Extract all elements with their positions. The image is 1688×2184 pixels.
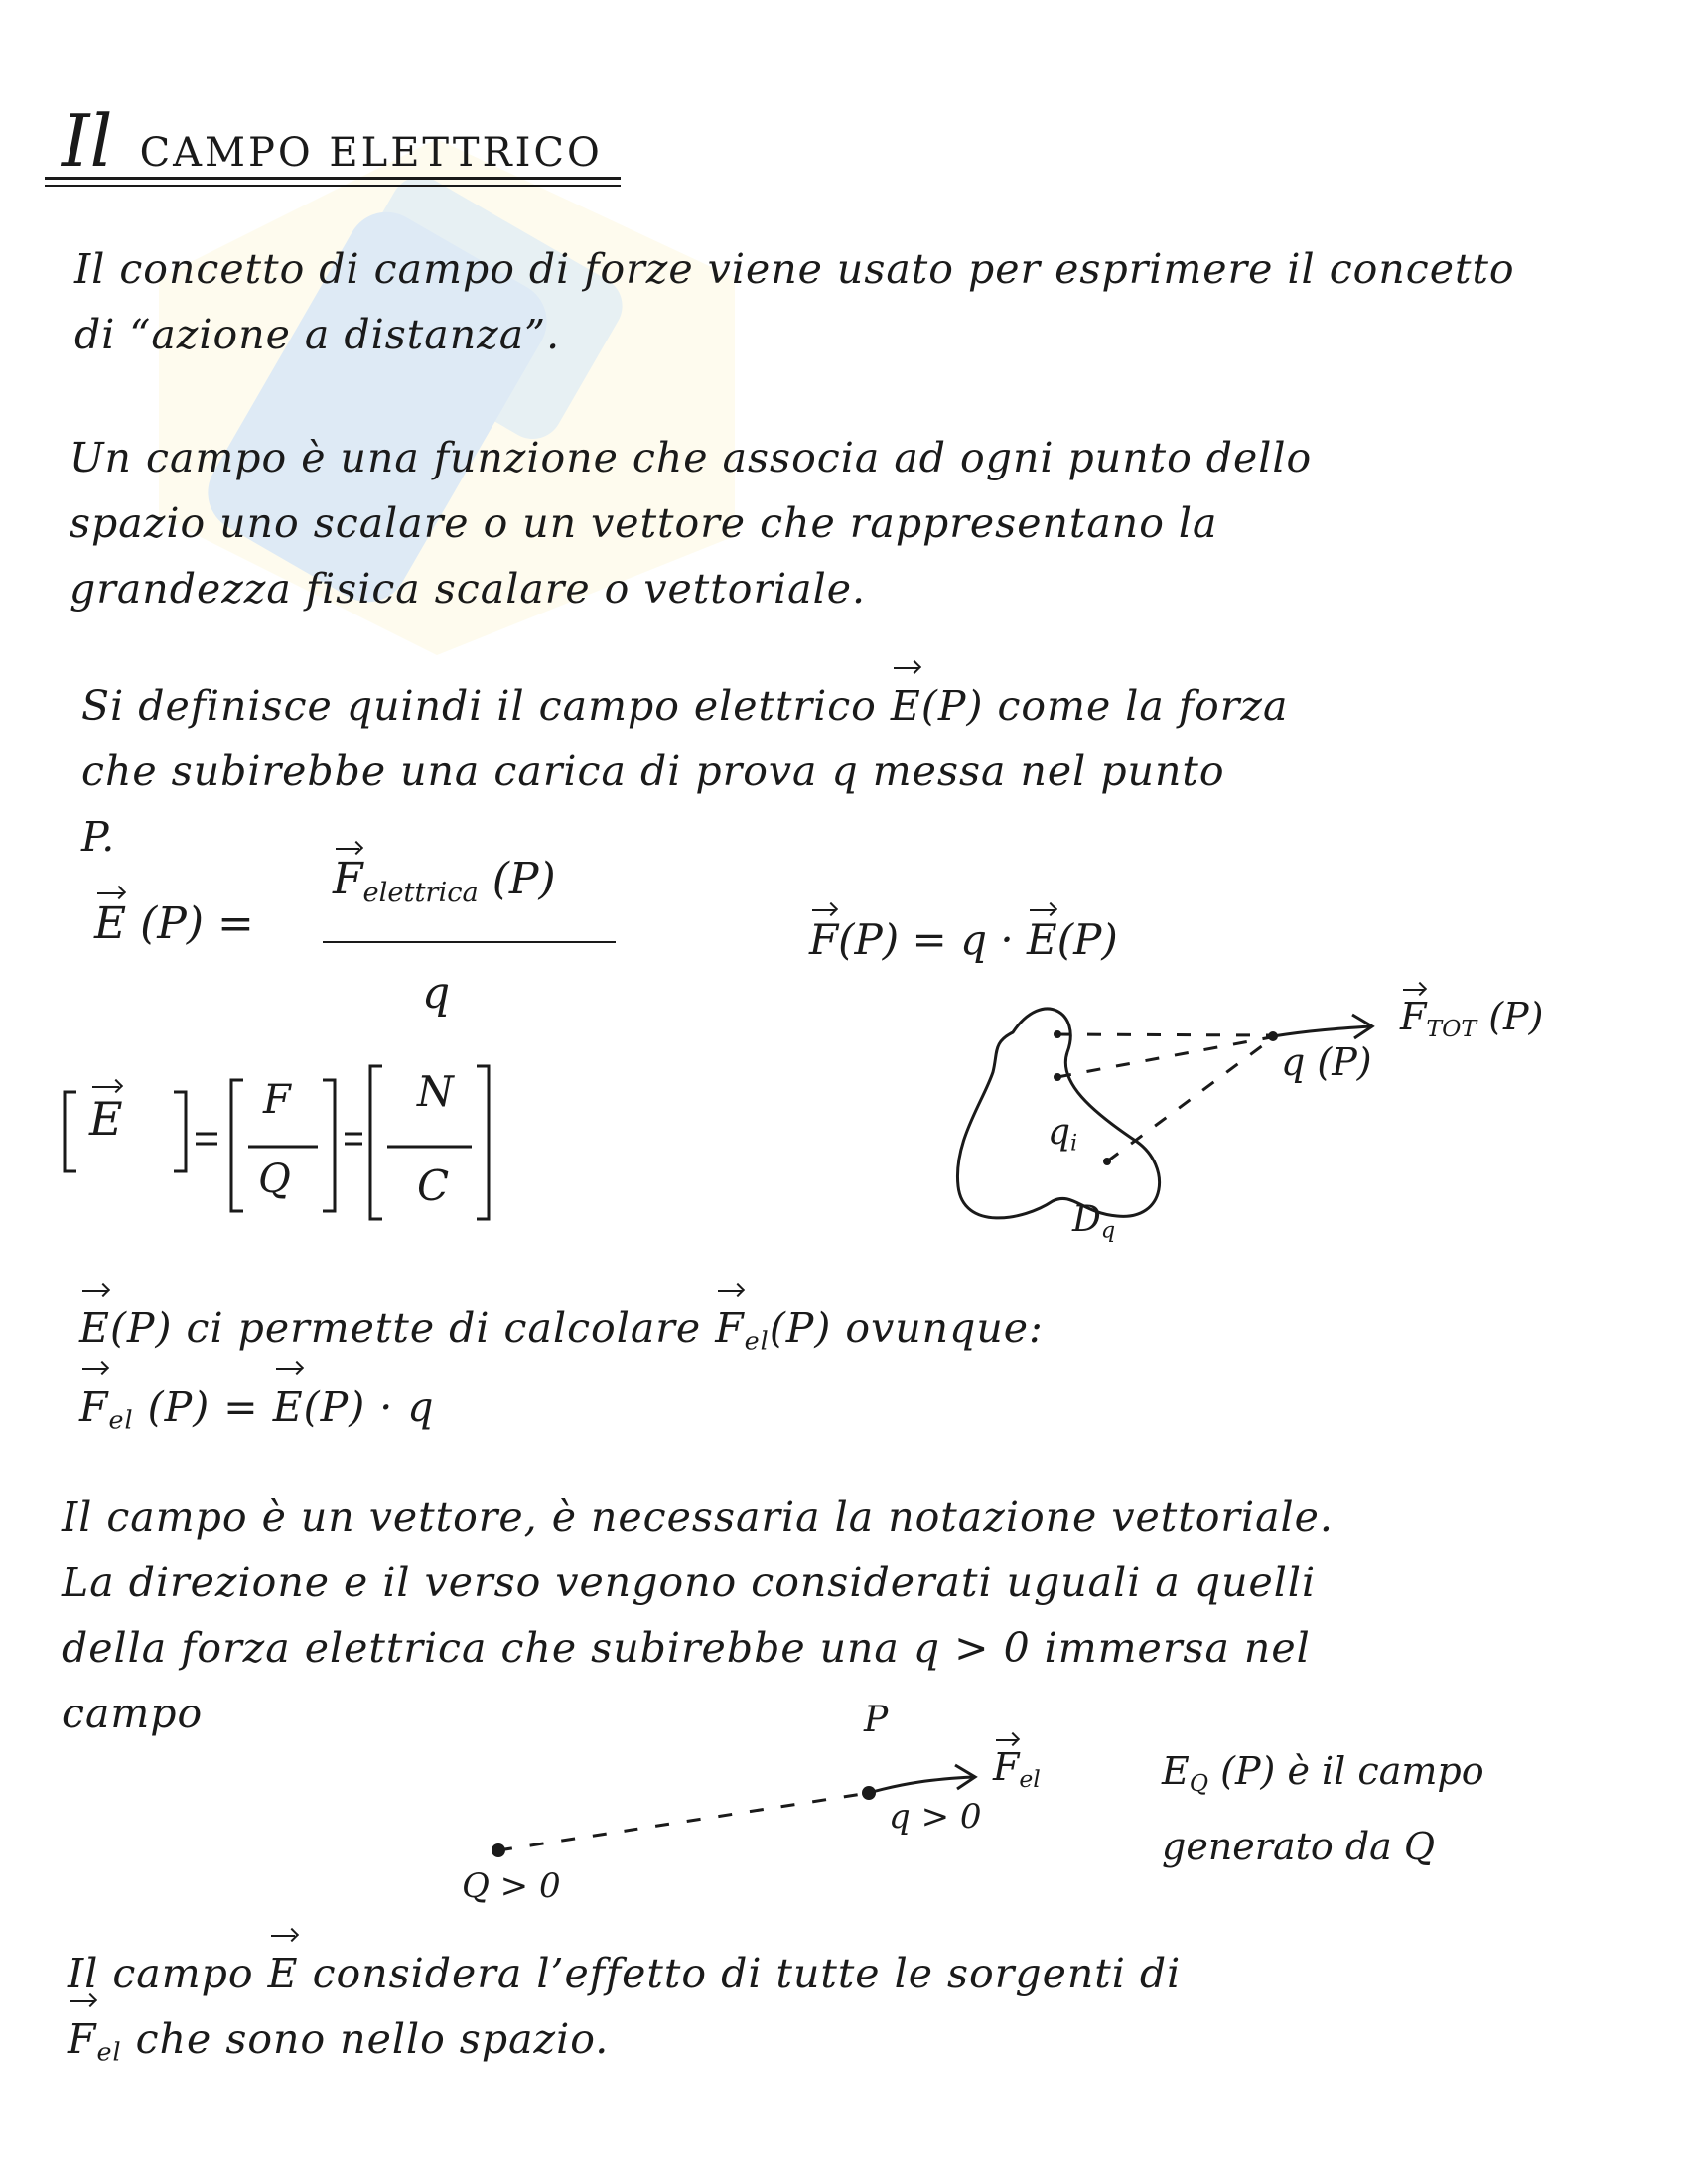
p3-vector-e: E [891, 673, 921, 739]
dim-e-label: E [89, 1092, 123, 1146]
paragraph-4 [79, 1296, 1044, 1451]
ftot-sub: TOT [1426, 1015, 1477, 1043]
title-rest: CAMPO ELETTRICO [139, 130, 603, 176]
p4-text-a: (P) ci permette di calcolare [109, 1304, 702, 1352]
f2-vector-e: E [1027, 915, 1057, 964]
paragraph-1 [74, 236, 1515, 367]
domain-sub: q [1100, 1217, 1116, 1244]
f2-rest-2: (P) [1056, 915, 1118, 964]
dim-vector-e [89, 1092, 123, 1146]
paragraph-3 [81, 673, 1288, 870]
paragraph-6-line-1 [68, 1941, 1181, 2006]
p6-vector-e: E [268, 1941, 299, 2006]
paragraph-1-line-1: Il concetto di campo di forze viene usato per esprimere il concetto [74, 245, 1515, 293]
p4-vector-f: F [715, 1296, 744, 1361]
qi-label [1048, 1112, 1077, 1157]
test-charge-label: q (P) [1281, 1040, 1372, 1084]
formula-force [809, 915, 1118, 964]
p4-l2-vector-e: E [273, 1374, 304, 1439]
f1-num-rest: (P) [492, 854, 556, 904]
p6-text-b: considera l’effetto di tutte le sorgenti di [312, 1950, 1182, 1997]
dim-q: Q [258, 1157, 291, 1202]
p4-sub: el [744, 1325, 770, 1356]
dim-c: C [417, 1161, 450, 1210]
paragraph-3-line-3: P. [81, 813, 116, 861]
p3-text-a: Si definisce quindi il campo elettrico [81, 682, 877, 730]
title-underline-2 [45, 185, 621, 187]
paragraph-2-line-2: spazio uno scalare o un vettore che rappresentano la [70, 499, 1218, 547]
domain-label [1072, 1199, 1115, 1244]
paragraph-1-line-2: di “azione a distanza”. [74, 311, 561, 358]
p4-vector-e: E [79, 1296, 110, 1361]
f1-fraction-bar [323, 941, 616, 943]
paragraph-6-line-2 [68, 2006, 1181, 2085]
field-force-arrow [869, 1777, 973, 1793]
note-sub: Q [1189, 1769, 1209, 1798]
title-il: Il [62, 99, 113, 183]
ftot-vector-f: F [1400, 995, 1427, 1038]
p4-l2-text-a: (P) = [147, 1382, 259, 1431]
p4-l2-text-b: (P) · q [303, 1382, 435, 1431]
paragraph-5-line-3: della forza elettrica che subirebbe una q > 0 immersa nel [62, 1624, 1311, 1672]
paragraph-2-line-1: Un campo è una funzione che associa ad ogni punto dello [70, 434, 1313, 481]
ftot-rest: (P) [1488, 995, 1544, 1038]
page-title [62, 99, 603, 183]
f1-num-sub: elettrica [362, 878, 479, 909]
paragraph-5-line-1: Il campo è un vettore, è necessaria la notazione vettoriale. [62, 1493, 1334, 1541]
f1-lhs-rest: (P) = [140, 898, 254, 949]
f2-vector-f: F [809, 915, 839, 964]
source-charge-label: Q > 0 [462, 1866, 561, 1906]
note-e: E [1162, 1749, 1190, 1793]
fel-sub: el [1019, 1765, 1041, 1794]
paragraph-6 [68, 1941, 1181, 2085]
domain-d: D [1072, 1199, 1101, 1240]
title-underline [45, 177, 621, 180]
f1-numerator [333, 854, 556, 908]
field-note-line-1 [1162, 1739, 1484, 1815]
p4-l2-vector-f: F [79, 1374, 108, 1439]
field-note-line-2: generato da Q [1162, 1825, 1436, 1869]
p3-text-b: (P) come la forza [920, 682, 1289, 730]
paragraph-4-line-1 [79, 1296, 1044, 1374]
p4-text-b: (P) ovunque: [769, 1304, 1044, 1352]
dim-n: N [417, 1067, 454, 1116]
p6-vector-f: F [68, 2006, 96, 2072]
f1-vector-e: E [94, 898, 127, 949]
paragraph-5-line-2: La direzione e il verso vengono considerati uguali a quelli [62, 1559, 1317, 1606]
paragraph-3-line-2: che subirebbe una carica di prova q messa nel punto [81, 748, 1225, 795]
p6-text-b2: che sono nello spazio. [135, 2015, 610, 2063]
field-note [1162, 1739, 1484, 1878]
paragraph-2-line-3: grandezza fisica scalare o vettoriale. [70, 565, 867, 613]
f1-denominator: q [422, 968, 451, 1019]
fel-label [993, 1745, 1041, 1793]
f2-rest-1: (P) = q · [838, 915, 1014, 964]
probe-charge-label: q > 0 [889, 1797, 982, 1837]
p6-text-a: Il campo [68, 1950, 254, 1997]
total-force-label [1400, 995, 1543, 1042]
f1-vector-f: F [333, 854, 363, 904]
p4-l2-sub: el [108, 1404, 134, 1434]
paragraph-4-line-2 [79, 1374, 1044, 1452]
paragraph-2 [70, 425, 1312, 621]
paragraph-3-line-1 [81, 673, 1288, 739]
p6-sub: el [96, 2036, 122, 2067]
paragraph-5 [62, 1484, 1334, 1746]
qi-sub: i [1070, 1130, 1078, 1157]
formula-field-definition [94, 898, 254, 949]
paragraph-5-line-4: campo [62, 1690, 204, 1737]
note-rest: (P) è il campo [1220, 1749, 1484, 1793]
qi-q: q [1048, 1112, 1071, 1153]
point-p-label: P [864, 1700, 889, 1740]
fel-vector-f: F [993, 1745, 1020, 1789]
total-force-arrow [1273, 1026, 1370, 1036]
dim-f: F [263, 1077, 291, 1123]
